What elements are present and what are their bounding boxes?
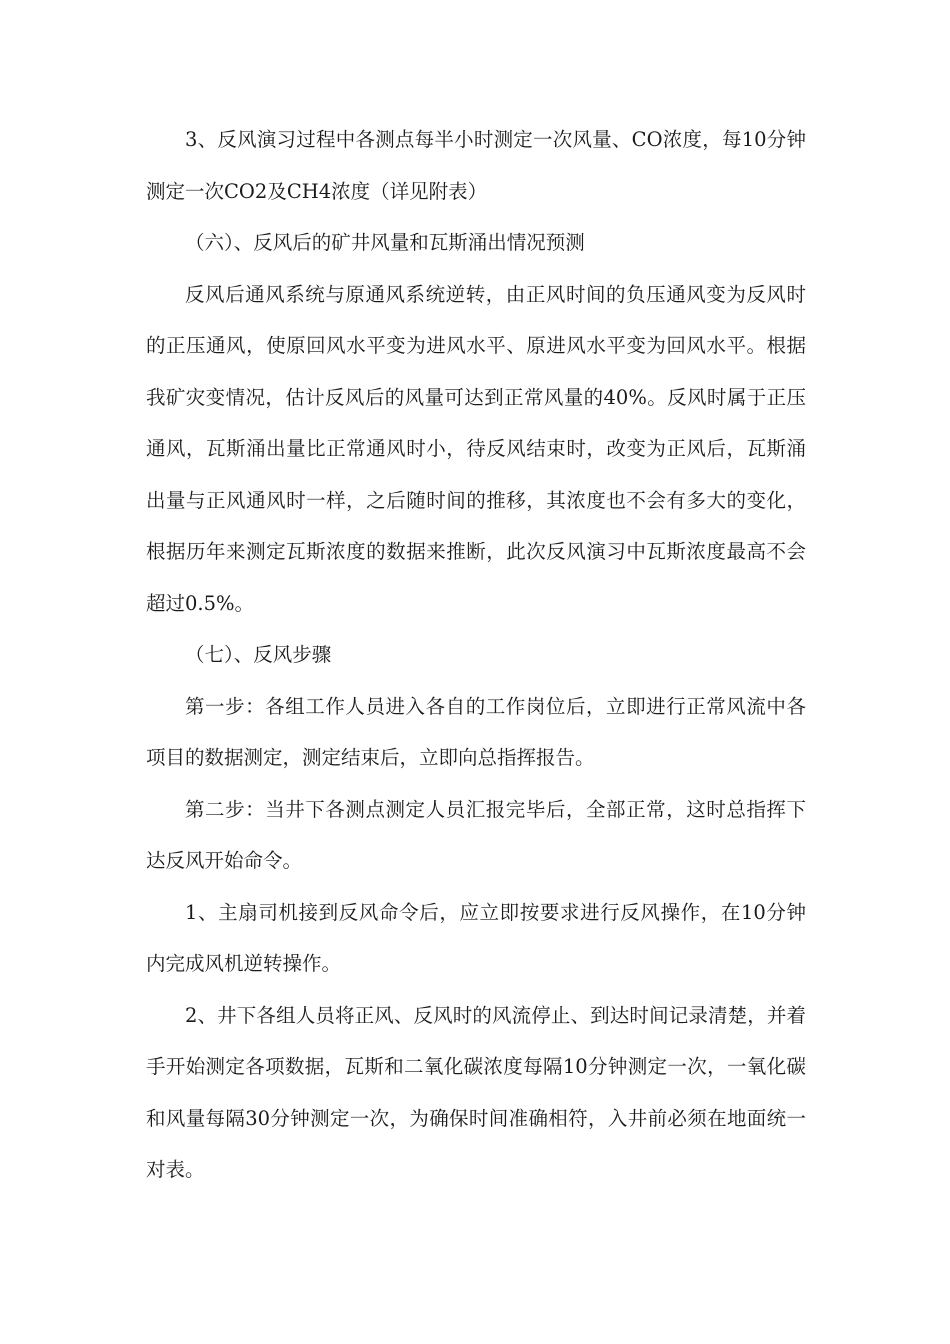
paragraph-item-one: 1、主扇司机接到反风命令后，应立即按要求进行反风操作，在10分钟内完成风机逆转操作。 bbox=[146, 900, 806, 975]
paragraph-airflow-prediction: 反风后通风系统与原通风系统逆转，由正风时间的负压通风变为反风时的正压通风，使原回风水平变为进风水平、原进风水平变为回风水平。根据我矿灾变情况，估计反风后的风量可达到正常风量的40%。反风时属于正压通风，瓦斯涌出量比正常通风时小，待反风结束时，改变为正风后，瓦斯涌出量与正风通风时一样，之后随时间的推移，其浓度也不会有多大的变化，根据历年来测定瓦斯浓度的数据来推断，此次反风演习中瓦斯浓度最高不会超过0.5%。 bbox=[146, 282, 806, 615]
section-heading-six: （六）、反风后的矿井风量和瓦斯涌出情况预测 bbox=[185, 231, 585, 254]
paragraph-step-two: 第二步：当井下各测点测定人员汇报完毕后，全部正常，这时总指挥下达反风开始命令。 bbox=[146, 797, 806, 872]
paragraph-item-two: 2、井下各组人员将正风、反风时的风流停止、到达时间记录清楚，并着手开始测定各项数据，瓦斯和二氧化碳浓度每隔10分钟测定一次，一氧化碳和风量每隔30分钟测定一次，为确保时间准确相符，入井前必须在地面统一对表。 bbox=[146, 1003, 806, 1181]
section-heading-seven: （七）、反风步骤 bbox=[185, 643, 332, 666]
paragraph-step-one: 第一步：各组工作人员进入各自的工作岗位后，立即进行正常风流中各项目的数据测定，测定结束后，立即向总指挥报告。 bbox=[146, 694, 806, 769]
paragraph-measurement-schedule: 3、反风演习过程中各测点每半小时测定一次风量、CO浓度，每10分钟测定一次CO2及CH4浓度（详见附表） bbox=[146, 128, 806, 203]
document-body bbox=[146, 114, 806, 1196]
